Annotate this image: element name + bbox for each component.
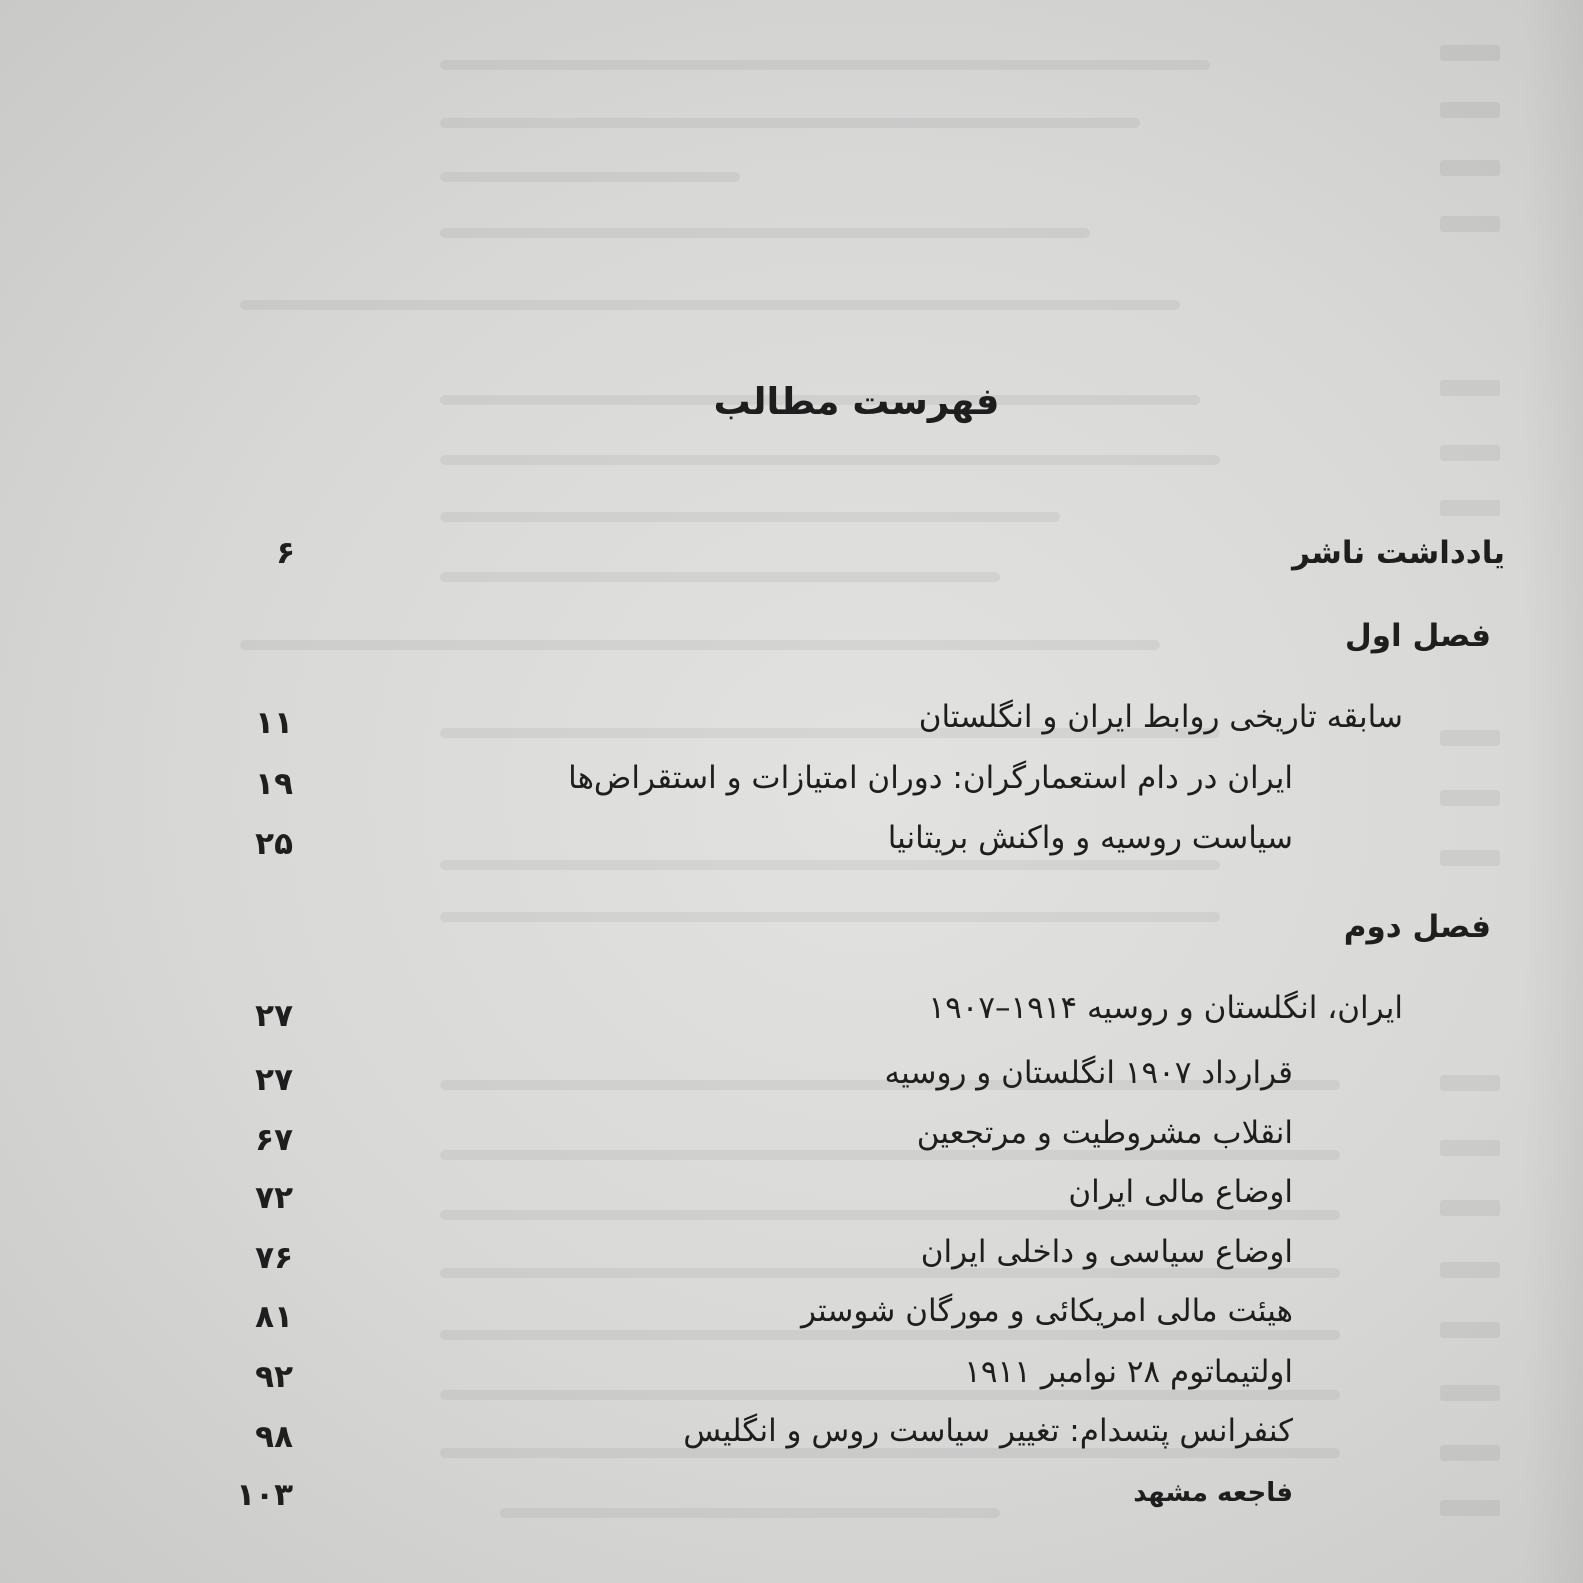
bleed-through-line <box>440 860 1220 870</box>
chapter-heading-2: فصل دوم <box>1343 909 1491 945</box>
toc-entry: قرارداد ۱۹۰۷ انگلستان و روسیه <box>884 1055 1293 1091</box>
toc-entry: اوضاع مالی ایران <box>1068 1174 1293 1210</box>
toc-page-number: ۶ <box>276 535 295 571</box>
toc-page-number: ۲۷ <box>255 998 293 1034</box>
toc-section-1: سابقه تاریخی روابط ایران و انگلستان <box>918 699 1403 735</box>
bleed-through-number <box>1440 1445 1500 1461</box>
bleed-through-number <box>1440 45 1500 61</box>
toc-page-number: ۶۷ <box>255 1122 293 1158</box>
bleed-through-number <box>1440 850 1500 866</box>
bleed-through-number <box>1440 1500 1500 1516</box>
bleed-through-line <box>440 228 1090 238</box>
toc-page-number: ۷۲ <box>255 1180 293 1216</box>
bleed-through-number <box>1440 160 1500 176</box>
bleed-through-line <box>240 640 1160 650</box>
toc-entry: هیئت مالی امریکائی و مورگان شوستر <box>800 1293 1293 1329</box>
bleed-through-number <box>1440 790 1500 806</box>
toc-page-number: ۹۲ <box>255 1359 293 1395</box>
bleed-through-number <box>1440 1140 1500 1156</box>
bleed-through-number <box>1440 730 1500 746</box>
bleed-through-line <box>440 118 1140 128</box>
toc-entry: فاجعه مشهد <box>1133 1478 1293 1508</box>
toc-entry: اولتیماتوم ۲۸ نوامبر ۱۹۱۱ <box>964 1354 1293 1390</box>
bleed-through-number <box>1440 1262 1500 1278</box>
bleed-through-line <box>500 1508 1000 1518</box>
toc-page-number: ۹۸ <box>255 1419 293 1455</box>
toc-page-number: ۱۹ <box>255 766 293 802</box>
page-edge-shadow <box>1523 0 1583 1583</box>
bleed-through-line <box>440 60 1210 70</box>
toc-page-number: ۷۶ <box>255 1240 293 1276</box>
toc-entry: اوضاع سیاسی و داخلی ایران <box>920 1234 1293 1270</box>
toc-entry: سیاست روسیه و واکنش بریتانیا <box>887 820 1293 856</box>
toc-section-2: ایران، انگلستان و روسیه ۱۹۱۴–۱۹۰۷ <box>928 990 1403 1026</box>
bleed-through-number <box>1440 500 1500 516</box>
bleed-through-line <box>440 512 1060 522</box>
bleed-through-line <box>440 1330 1340 1340</box>
bleed-through-line <box>440 572 1000 582</box>
bleed-through-line <box>440 455 1220 465</box>
toc-page-number: ۲۵ <box>255 826 293 862</box>
toc-entry: ایران در دام استعمارگران: دوران امتیازات و استقراض‌ها <box>568 760 1293 796</box>
bleed-through-line <box>440 912 1220 922</box>
bleed-through-number <box>1440 1200 1500 1216</box>
toc-entry: کنفرانس پتسدام: تغییر سیاست روس و انگلیس <box>683 1413 1293 1449</box>
toc-page-number: ۲۷ <box>255 1062 293 1098</box>
bleed-through-number <box>1440 1385 1500 1401</box>
bleed-through-number <box>1440 445 1500 461</box>
bleed-through-line <box>440 172 740 182</box>
toc-entry-publisher-note: یادداشت ناشر <box>1292 535 1505 571</box>
bleed-through-number <box>1440 1322 1500 1338</box>
chapter-heading-1: فصل اول <box>1344 618 1491 654</box>
toc-page-number: ۸۱ <box>255 1299 293 1335</box>
bleed-through-number <box>1440 1075 1500 1091</box>
page-title: فهرست مطالب <box>713 380 1000 423</box>
bleed-through-number <box>1440 216 1500 232</box>
toc-page-number: ۱۰۳ <box>236 1477 293 1513</box>
toc-page-number: ۱۱ <box>255 705 293 741</box>
bleed-through-line <box>240 300 1180 310</box>
bleed-through-number <box>1440 102 1500 118</box>
toc-entry: انقلاب مشروطیت و مرتجعین <box>916 1115 1293 1151</box>
